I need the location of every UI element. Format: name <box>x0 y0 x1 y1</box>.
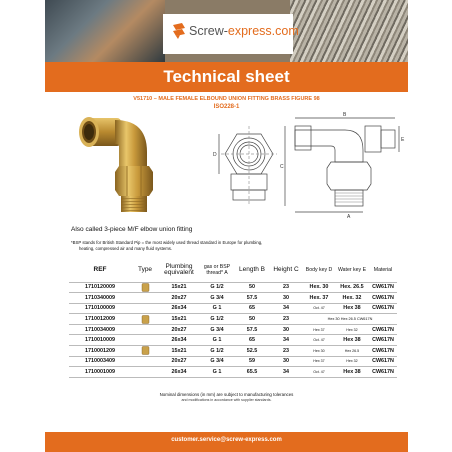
cell-type <box>131 282 159 293</box>
header-photo-screws <box>290 0 408 62</box>
cell-height: 23 <box>269 314 303 325</box>
cell-water-key: Hex 38 <box>335 303 369 314</box>
cell-plumbing: 26x34 <box>159 303 199 314</box>
cell-type <box>131 303 159 314</box>
cell-body-key: Hex 37 <box>303 324 335 335</box>
cell-ref: 1710003409 <box>69 356 131 367</box>
cell-body-key: Hex 37 <box>303 356 335 367</box>
cell-body-key: Hex. 30 <box>303 282 335 293</box>
cell-water-key: Hex. 26.5 <box>335 282 369 293</box>
product-photo-brass-elbow-union <box>67 112 177 217</box>
header-type: Type <box>137 265 153 273</box>
cell-height: 23 <box>269 282 303 293</box>
tolerance-note: Nominal dimensions (in mm) are subject to manufacturing tolerances <box>159 392 294 397</box>
cell-body-key: Oct. 47 <box>303 367 335 378</box>
brand-logo-text <box>189 24 299 38</box>
spec-table <box>69 258 397 378</box>
cell-type <box>131 346 159 357</box>
cell-water-key: Hex 38 <box>335 367 369 378</box>
page-title: Technical sheet <box>163 67 290 86</box>
cell-plumbing: 15x21 <box>159 314 199 325</box>
cell-length: 59 <box>235 356 269 367</box>
cell-material: CW617N <box>369 303 397 314</box>
cell-material: CW617N <box>369 324 397 335</box>
cell-material: CW617N <box>369 293 397 304</box>
cell-gas: G 1/2 <box>199 346 235 357</box>
cell-gas: G 3/4 <box>199 356 235 367</box>
cell-water-key: Hex 32 <box>335 356 369 367</box>
cell-gas: G 1/2 <box>199 314 235 325</box>
cell-merged-keys-material: Hex 30 Hex 26.5 CW617N <box>303 314 397 325</box>
cell-water-key: Hex 32 <box>335 324 369 335</box>
dim-label-a: A <box>347 214 351 220</box>
fitting-thumbnail-icon <box>139 346 152 355</box>
cell-type <box>131 293 159 304</box>
cell-gas: G 1 <box>199 303 235 314</box>
cell-ref: 1710001009 <box>69 367 131 378</box>
dim-label-b: B <box>343 112 347 118</box>
table-row <box>69 282 397 293</box>
bsp-note-line-2: heating, compressed air and many fluid systems. <box>79 245 173 251</box>
logo-accent: express.com <box>227 24 299 38</box>
cell-body-key: Hex 30 <box>303 346 335 357</box>
dim-label-d: D <box>213 152 217 158</box>
table-row <box>69 314 397 325</box>
bsp-note-line-1: *BSP stands for British Standard Pip = the most widely used thread standard in Europe for plumbing, <box>71 240 263 245</box>
cell-gas: G 3/4 <box>199 293 235 304</box>
header-photo-tools <box>45 0 165 62</box>
header-material: Material <box>373 266 393 273</box>
cell-type <box>131 314 159 325</box>
standard-label: ISO228-1 <box>213 104 240 110</box>
cell-height: 23 <box>269 346 303 357</box>
technical-drawing <box>195 110 405 220</box>
technical-sheet-page <box>45 0 408 452</box>
cell-height: 34 <box>269 367 303 378</box>
cell-length: 50 <box>235 282 269 293</box>
cell-gas: G 1 <box>199 367 235 378</box>
header-height-c: Height C <box>273 265 299 273</box>
cell-type <box>131 356 159 367</box>
cell-plumbing: 26x34 <box>159 335 199 346</box>
header-length-b: Length B <box>238 265 266 273</box>
cell-length: 65.5 <box>235 367 269 378</box>
cell-plumbing: 15x21 <box>159 346 199 357</box>
dim-label-c: C <box>280 164 284 170</box>
cell-gas: G 1 <box>199 335 235 346</box>
cell-height: 34 <box>269 335 303 346</box>
cell-gas: G 1/2 <box>199 282 235 293</box>
table-row <box>69 293 397 304</box>
cell-length: 57.5 <box>235 293 269 304</box>
header-ref: REF <box>93 265 107 273</box>
cell-plumbing: 20x27 <box>159 356 199 367</box>
cell-length: 65 <box>235 335 269 346</box>
cell-material: CW617N <box>369 335 397 346</box>
also-called-text: Also called 3-piece M/F elbow union fitting <box>71 226 193 233</box>
logo-prefix: Screw- <box>189 24 228 38</box>
cell-length: 65 <box>235 303 269 314</box>
cell-ref: 1710012009 <box>69 314 131 325</box>
cell-height: 34 <box>269 303 303 314</box>
cell-height: 30 <box>269 324 303 335</box>
cell-body-key: Oct. 47 <box>303 303 335 314</box>
cell-material: CW617N <box>369 367 397 378</box>
cell-water-key: Hex 26.5 <box>335 346 369 357</box>
cell-type <box>131 367 159 378</box>
cell-plumbing: 26x34 <box>159 367 199 378</box>
table-row <box>69 346 397 357</box>
cell-height: 30 <box>269 293 303 304</box>
bsp-footnote <box>71 240 391 251</box>
cell-ref: 1710100009 <box>69 303 131 314</box>
table-row <box>69 367 397 378</box>
cell-body-key: Oct. 47 <box>303 335 335 346</box>
fitting-thumbnail-icon <box>139 283 152 292</box>
cell-height: 30 <box>269 356 303 367</box>
cell-type <box>131 335 159 346</box>
cell-plumbing: 20x27 <box>159 293 199 304</box>
dim-label-e: E <box>401 137 405 143</box>
cell-gas: G 3/4 <box>199 324 235 335</box>
cell-plumbing: 20x27 <box>159 324 199 335</box>
header-gas: gas or BSP thread* A <box>203 263 231 276</box>
cell-water-key: Hex 38 <box>335 335 369 346</box>
cell-plumbing: 15x21 <box>159 282 199 293</box>
table-header-row <box>69 258 397 282</box>
cell-length: 57.5 <box>235 324 269 335</box>
cell-material: CW617N <box>369 282 397 293</box>
cell-material: CW617N <box>369 356 397 367</box>
fitting-thumbnail-icon <box>139 315 152 324</box>
cell-ref: 1710340009 <box>69 293 131 304</box>
cell-ref: 1710120009 <box>69 282 131 293</box>
cell-type <box>131 324 159 335</box>
cell-body-key: Hex. 37 <box>303 293 335 304</box>
cell-water-key: Hex. 32 <box>335 293 369 304</box>
cell-length: 50 <box>235 314 269 325</box>
screw-express-logo-icon <box>171 22 187 40</box>
header-water-key: Water key E <box>337 266 367 273</box>
cell-material: CW617N <box>369 346 397 357</box>
product-subtitle: V51710 – MALE FEMALE ELBOUND UNION FITTING BRASS FIGURE 98 <box>133 96 320 102</box>
contact-email: customer.service@screw-express.com <box>171 437 282 443</box>
cell-ref: 1710010009 <box>69 335 131 346</box>
header-plumbing: Plumbing equivalent <box>164 262 194 276</box>
accordance-note: and modifications in accordance with supplier standards. <box>181 398 272 402</box>
cell-ref: 1710001209 <box>69 346 131 357</box>
table-row <box>69 335 397 346</box>
table-row <box>69 324 397 335</box>
cell-ref: 1710034009 <box>69 324 131 335</box>
table-row <box>69 303 397 314</box>
header-body-key: Body key D <box>305 266 333 273</box>
table-row <box>69 356 397 367</box>
cell-length: 52.5 <box>235 346 269 357</box>
